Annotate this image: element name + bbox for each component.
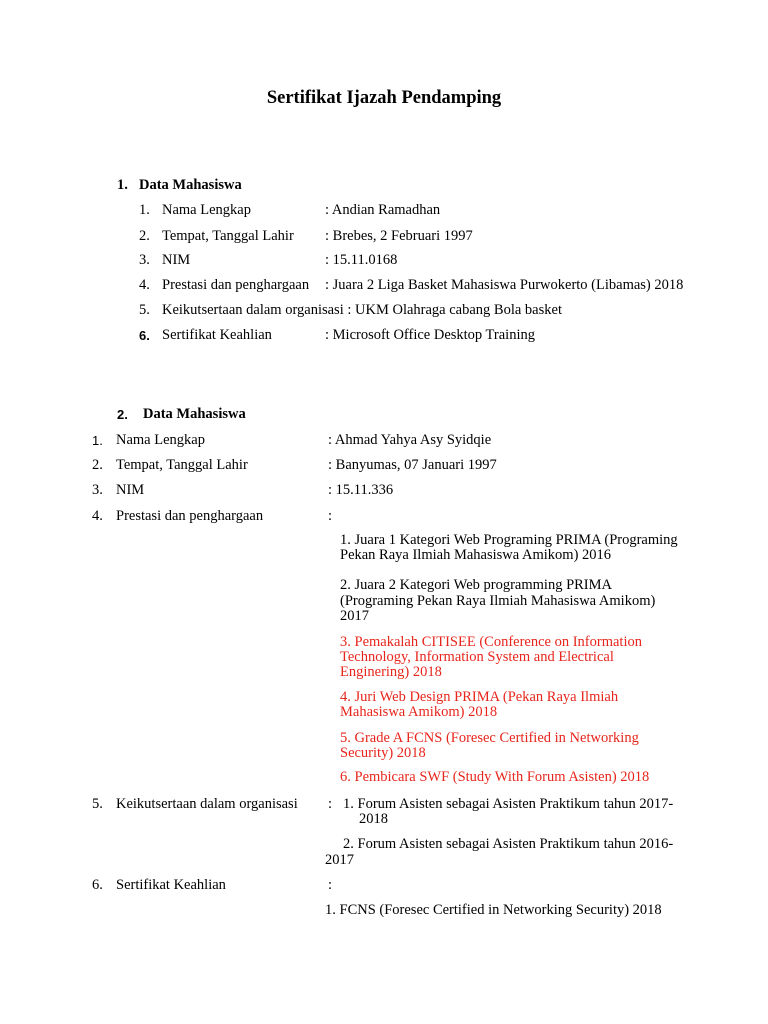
item-value: : Ahmad Yahya Asy Syidqie: [328, 432, 492, 448]
item-label: Nama Lengkap: [162, 202, 251, 218]
item-number: 5.: [92, 796, 103, 812]
item-number: 3.: [139, 252, 150, 268]
achievement-line: Enginering) 2018: [340, 664, 442, 680]
achievement-line: 5. Grade A FCNS (Foresec Certified in Networking: [340, 730, 639, 746]
achievement-line: Security) 2018: [340, 745, 426, 761]
item-text: Keikutsertaan dalam organisasi : UKM Olahraga cabang Bola basket: [162, 302, 562, 318]
item-value: :: [328, 796, 333, 812]
organization-line: 2018: [359, 811, 388, 827]
item-label: Sertifikat Keahlian: [162, 327, 272, 343]
item-number: 5.: [139, 302, 150, 318]
achievement-line: 6. Pembicara SWF (Study With Forum Asisten) 2018: [340, 769, 650, 785]
achievement-line: Mahasiswa Amikom) 2018: [340, 704, 498, 720]
item-number: 3.: [92, 482, 103, 498]
item-label: Prestasi dan penghargaan: [162, 277, 310, 293]
item-value: : Andian Ramadhan: [325, 202, 441, 218]
achievement-line: 3. Pemakalah CITISEE (Conference on Information: [340, 634, 642, 650]
item-value: :: [328, 877, 333, 893]
item-label: NIM: [116, 482, 145, 498]
achievement-line: Pekan Raya Ilmiah Mahasiswa Amikom) 2016: [340, 547, 612, 563]
item-label: NIM: [162, 252, 191, 268]
organization-line: 1. Forum Asisten sebagai Asisten Praktikum tahun 2017-: [343, 796, 674, 812]
item-number: 1.: [92, 433, 103, 448]
item-label: Tempat, Tanggal Lahir: [116, 457, 248, 473]
item-value: : Banyumas, 07 Januari 1997: [328, 457, 497, 473]
section2-number: 2.: [117, 407, 128, 422]
document-title: Sertifikat Ijazah Pendamping: [266, 88, 502, 108]
achievement-line: Technology, Information System and Electrical: [340, 649, 614, 665]
section1-heading: Data Mahasiswa: [139, 177, 242, 193]
item-label: Keikutsertaan dalam organisasi: [116, 796, 298, 812]
item-label: Nama Lengkap: [116, 432, 205, 448]
item-value: : Juara 2 Liga Basket Mahasiswa Purwokerto (Libamas) 2018: [325, 277, 684, 293]
item-number: 6.: [92, 877, 103, 893]
section1-number: 1.: [117, 177, 128, 193]
item-value: : 15.11.336: [328, 482, 394, 498]
item-value: : Microsoft Office Desktop Training: [325, 327, 535, 343]
achievement-line: 2017: [340, 608, 369, 624]
item-label: Sertifikat Keahlian: [116, 877, 226, 893]
achievement-line: 4. Juri Web Design PRIMA (Pekan Raya Ilmiah: [340, 689, 619, 705]
item-value: : 15.11.0168: [325, 252, 398, 268]
item-label: Tempat, Tanggal Lahir: [162, 228, 294, 244]
item-label: Prestasi dan penghargaan: [116, 508, 264, 524]
item-number: 4.: [139, 277, 150, 293]
item-number: 4.: [92, 508, 103, 524]
item-value: :: [328, 508, 333, 524]
achievement-line: 1. Juara 1 Kategori Web Programing PRIMA (Programing: [340, 532, 678, 548]
organization-line: 2. Forum Asisten sebagai Asisten Praktikum tahun 2016-: [343, 836, 674, 852]
item-number: 2.: [92, 457, 103, 473]
item-value: : Brebes, 2 Februari 1997: [325, 228, 473, 244]
achievement-line: 2. Juara 2 Kategori Web programming PRIMA: [340, 577, 613, 593]
achievement-line: (Programing Pekan Raya Ilmiah Mahasiswa Amikom): [340, 593, 656, 609]
organization-line: 2017: [325, 852, 354, 868]
item-number: 1.: [139, 202, 150, 218]
certificate-line: 1. FCNS (Foresec Certified in Networking Security) 2018: [325, 902, 662, 918]
item-number: 2.: [139, 228, 150, 244]
section2-heading: Data Mahasiswa: [143, 406, 246, 422]
item-number: 6.: [139, 328, 150, 343]
